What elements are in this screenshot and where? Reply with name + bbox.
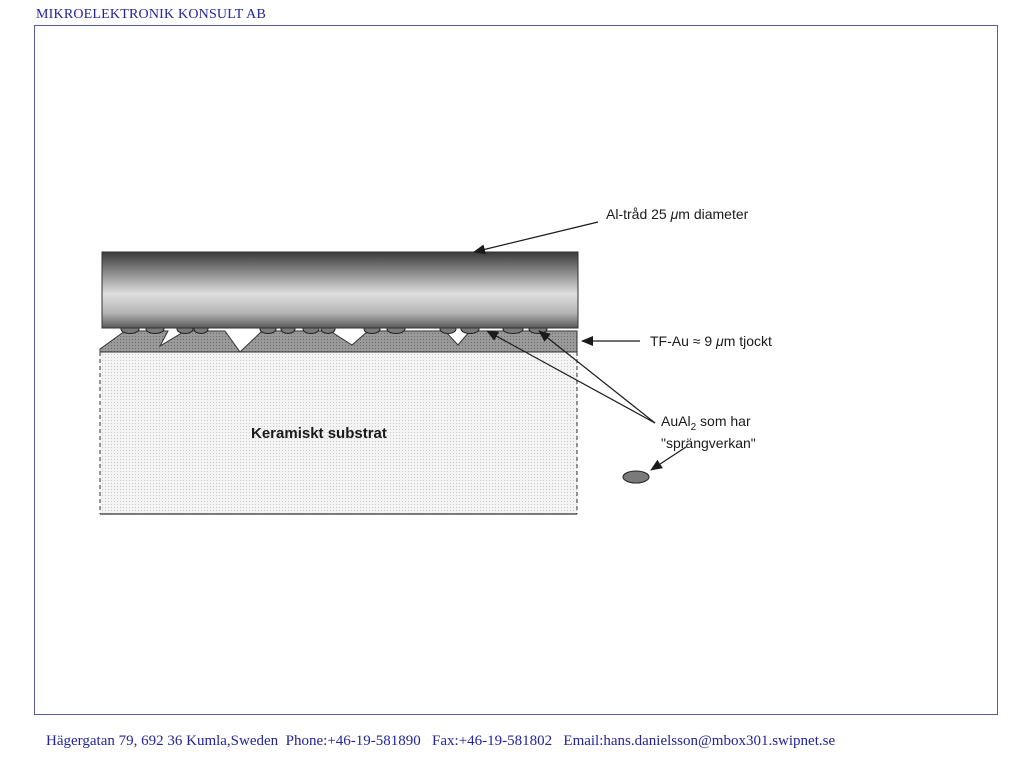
compound-label: AuAl$_2$ som har [661, 413, 751, 433]
company-header: MIKROELEKTRONIK KONSULT AB [36, 7, 266, 22]
contact-footer: Hägergatan 79, 692 36 Kumla,Sweden Phone:+46-19-581890 Fax:+46-19-581802 Email:hans.danielsson@mbox301.swipnet.se [46, 733, 836, 749]
film-label: TF-Au ≈ 9 μm tjockt [650, 333, 772, 349]
wire-arrow [474, 222, 598, 252]
wire-label: Al-tråd 25 μm diameter [606, 206, 749, 222]
ejected-particle [623, 471, 649, 483]
substrate-label: Keramiskt substrat [251, 425, 387, 442]
aluminium-wire [102, 252, 578, 328]
compound-label-line2: "sprängverkan" [661, 435, 756, 451]
